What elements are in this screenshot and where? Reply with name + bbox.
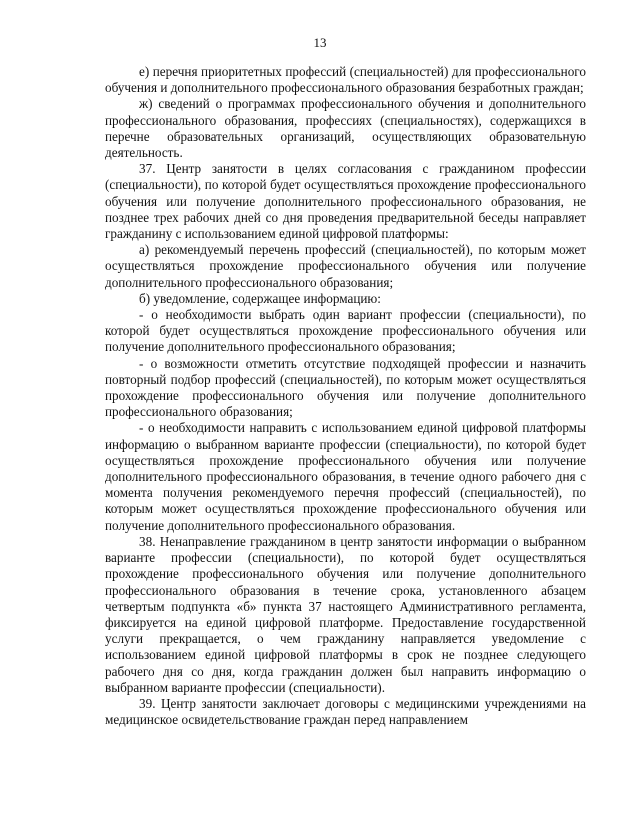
document-body <box>105 64 586 728</box>
paragraph-item-a: а) рекомендуемый перечень профессий (специальностей), по которым может осуществляться прохождение профессионального обучения или получение дополнительного профессионального образования; <box>105 242 586 290</box>
paragraph-clause-38: 38. Ненаправление гражданином в центр занятости информации о выбранном варианте профессии (специальности), по которой будет осуществляться прохождение профессионального обучения или получение дополнительного профессионального образования в течение срока, установленного абзацем четвертым подпункта «б» пункта 37 настоящего Административного регламента, фиксируется на единой цифровой платформе. Предоставление государственной услуги прекращается, о чем гражданину направляется уведомление с использованием единой цифровой платформы в срок не позднее следующего рабочего дня со дня, когда гражданин должен был направить информацию о выбранном варианте профессии (специальности). <box>105 533 586 695</box>
paragraph-item-e: е) перечня приоритетных профессий (специальностей) для профессионального обучения и дополнительного профессионального образования безработных граждан; <box>105 64 586 96</box>
paragraph-bullet-choose-profession: - о необходимости выбрать один вариант профессии (специальности), по которой будет осуществляться прохождение профессионального обучения или получение дополнительного профессионального образования; <box>105 307 586 355</box>
paragraph-bullet-no-suitable-profession: - о возможности отметить отсутствие подходящей профессии и назначить повторный подбор профессий (специальностей), по которым может осуществляться прохождение профессионального обучения или получение дополнительного профессионального образования; <box>105 355 586 420</box>
paragraph-item-zh: ж) сведений о программах профессионального обучения и дополнительного профессионального образования, профессиях (специальностях), содержащихся в перечне образовательных организаций, осуществляющих образовательную деятельность. <box>105 96 586 161</box>
paragraph-bullet-send-information: - о необходимости направить с использованием единой цифровой платформы информацию о выбранном варианте профессии (специальности), по которой будет осуществляться прохождение профессионального обучения или получение дополнительного профессионального образования, в течение одного рабочего дня с момента получения рекомендуемого перечня профессий (специальностей), по которым может осуществляться прохождение профессионального обучения или получение дополнительного профессионального образования. <box>105 420 586 533</box>
paragraph-clause-37: 37. Центр занятости в целях согласования с гражданином профессии (специальности), по которой будет осуществляться прохождение профессионального обучения или получение дополнительного профессионального образования, не позднее трех рабочих дней со дня проведения предварительной беседы направляет гражданину с использованием единой цифровой платформы: <box>105 161 586 242</box>
paragraph-clause-39: 39. Центр занятости заключает договоры с медицинскими учреждениями на медицинское освидетельствование граждан перед направлением <box>105 695 586 728</box>
paragraph-item-b: б) уведомление, содержащее информацию: <box>139 290 381 306</box>
page-number: 13 <box>313 35 327 50</box>
